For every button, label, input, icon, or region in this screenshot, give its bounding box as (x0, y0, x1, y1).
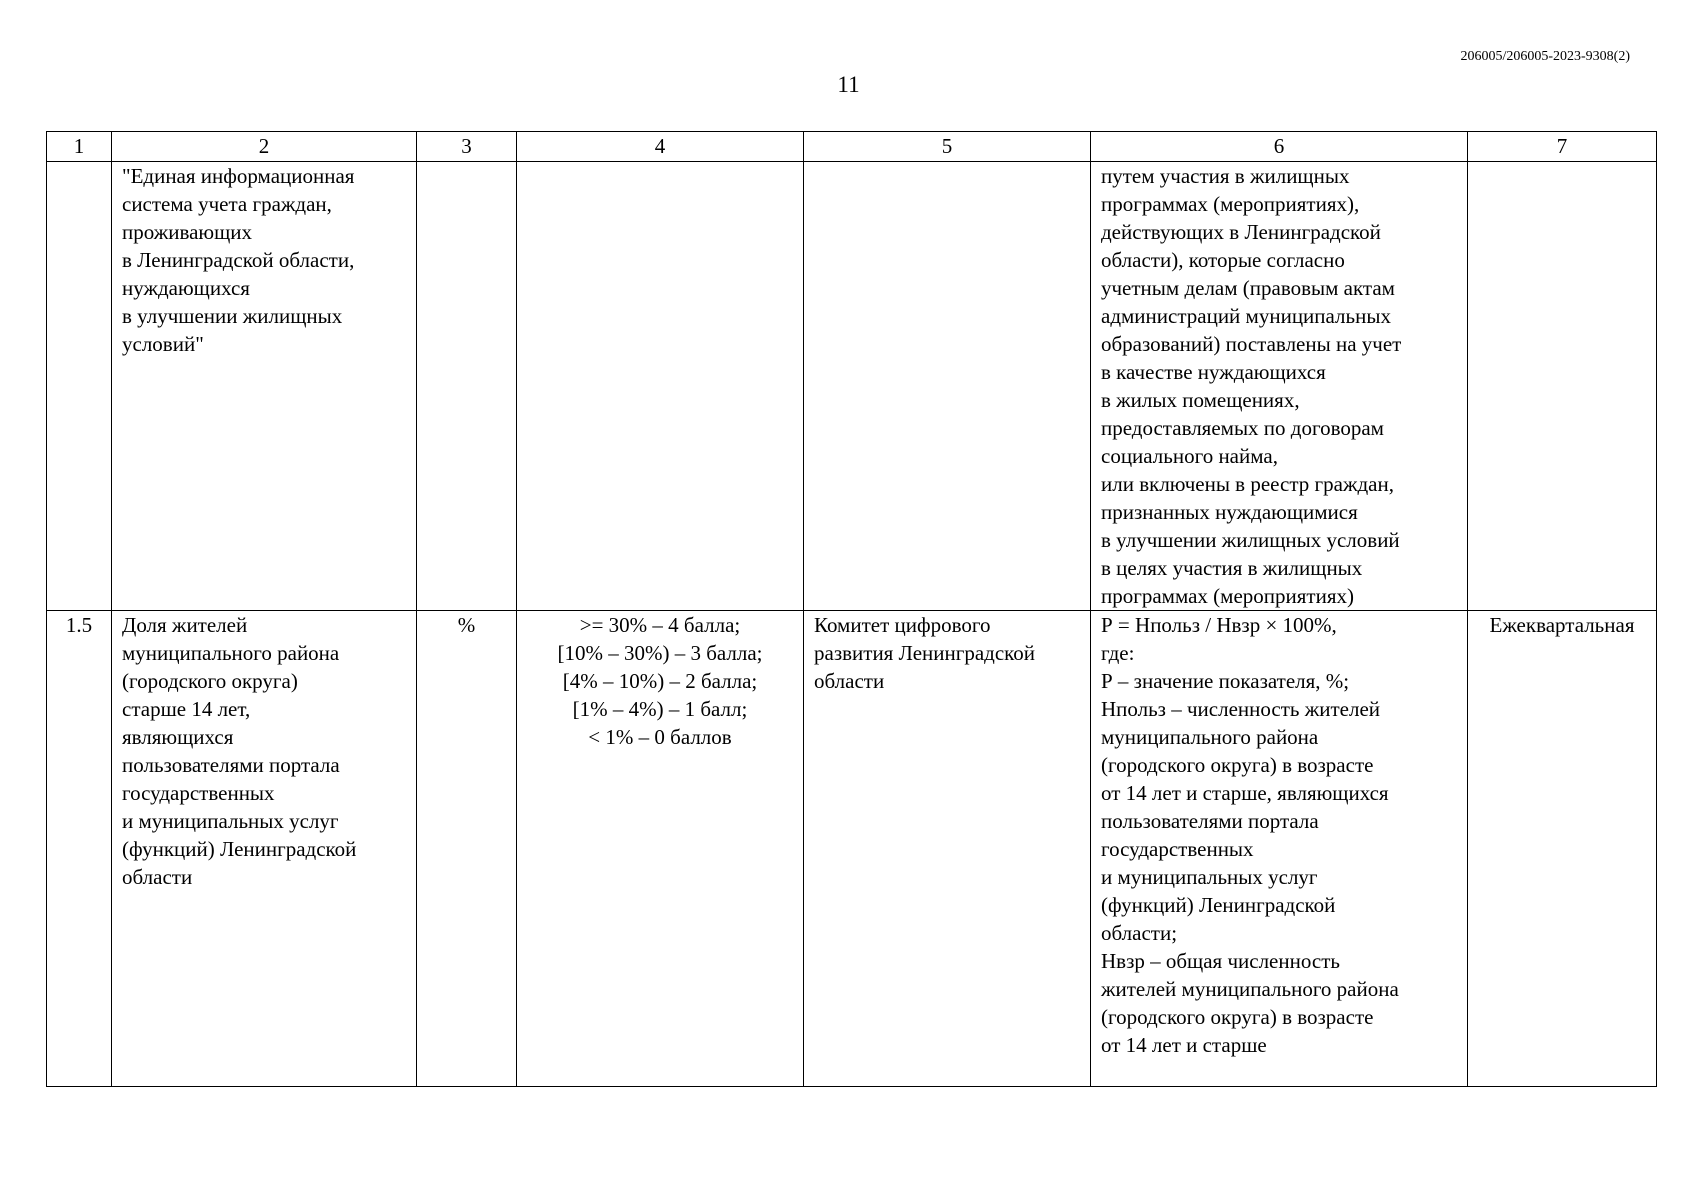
table-row (47, 162, 1657, 611)
column-header-2: 2 (112, 132, 417, 162)
column-header-4: 4 (517, 132, 804, 162)
indicator-name: Доля жителей муниципального района (городского округа) старше 14 лет, являющихся пользователями портала государственных и муниципальных услуг (функций) Ленинградской области (112, 611, 417, 1087)
column-header-6: 6 (1091, 132, 1468, 162)
column-header-5: 5 (804, 132, 1091, 162)
indicator-responsible: Комитет цифрового развития Ленинградской области (804, 611, 1091, 1087)
indicator-calculation: Р = Нпольз / Нвзр × 100%, где: Р – значение показателя, %; Нпольз – численность жителей муниципального района (городского округа) в возрасте от 14 лет и старше, являющихся пользователями портала государственных и муниципальных услуг (функций) Ленинградской области; Нвзр – общая численность жителей муниципального района (городского округа) в возрасте от 14 лет и старше (1091, 611, 1468, 1087)
indicators-table (46, 131, 1657, 1087)
column-header-3: 3 (417, 132, 517, 162)
indicator-periodicity: Ежеквартальная (1468, 611, 1657, 1087)
indicator-calculation: путем участия в жилищных программах (мероприятиях), действующих в Ленинградской области), которые согласно учетным делам (правовым актам администраций муниципальных образований) поставлены на учет в качестве нуждающихся в жилых помещениях, предоставляемых по договорам социального найма, или включены в реестр граждан, признанных нуждающимися в улучшении жилищных условий в целях участия в жилищных программах (мероприятиях) (1091, 162, 1468, 611)
table-row (47, 611, 1657, 1087)
page-number: 11 (837, 72, 860, 97)
indicator-unit (417, 162, 517, 611)
indicator-periodicity (1468, 162, 1657, 611)
indicator-unit: % (417, 611, 517, 1087)
indicator-scoring: >= 30% – 4 балла; [10% – 30%) – 3 балла; [4% – 10%) – 2 балла; [1% – 4%) – 1 балл; < 1% – 0 баллов (517, 611, 804, 1087)
indicator-name: "Единая информационная система учета граждан, проживающих в Ленинградской области, нуждающихся в улучшении жилищных условий" (112, 162, 417, 611)
column-number-row (47, 132, 1657, 162)
column-header-1: 1 (47, 132, 112, 162)
indicator-number (47, 162, 112, 611)
column-header-7: 7 (1468, 132, 1657, 162)
indicator-responsible (804, 162, 1091, 611)
indicator-number: 1.5 (47, 611, 112, 1087)
indicator-scoring (517, 162, 804, 611)
document-id: 206005/206005-2023-9308(2) (1460, 49, 1630, 64)
